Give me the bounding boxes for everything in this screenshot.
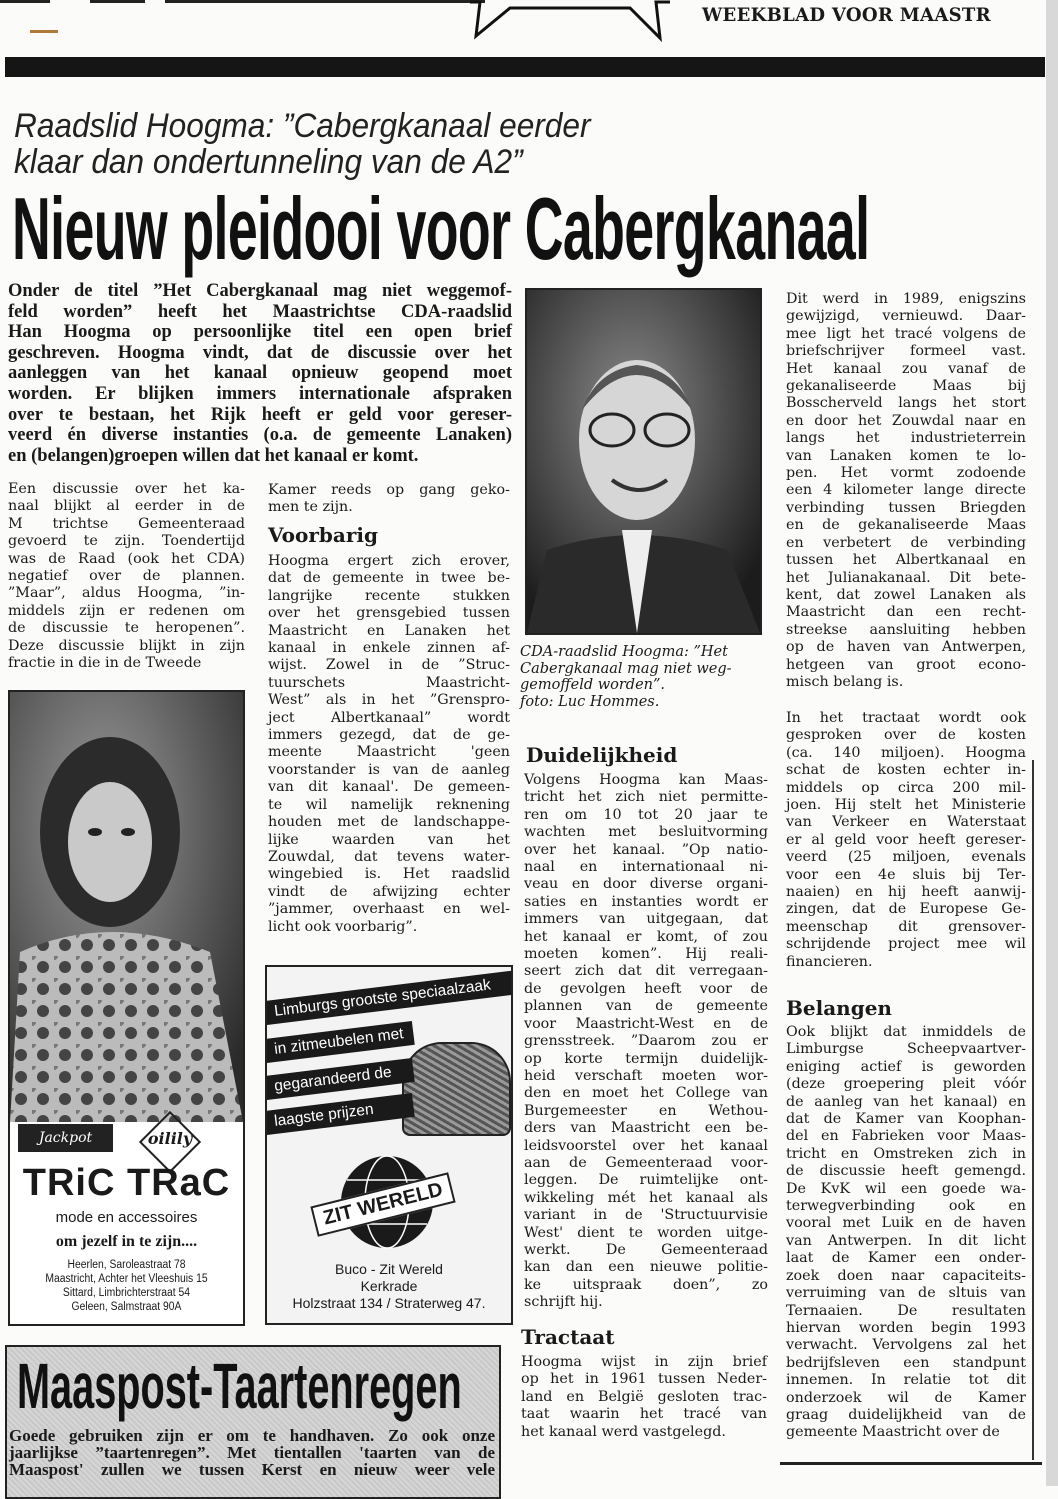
text-line: langs het industrieterrein (786, 430, 1026, 447)
text-line: houden met de landschappe- (268, 814, 510, 831)
jackpot-logo: Jackpot (18, 1124, 113, 1152)
text-line: De KvK wil een goede wa- (786, 1180, 1026, 1197)
text-line: zoek doen naar capaciteits- (786, 1267, 1026, 1284)
subheading-duidelijkheid: Duidelijkheid (526, 743, 678, 767)
zitwereld-logo: ZIT WERELD (310, 1172, 455, 1236)
text-line: Han Hoogma op persoonlijke titel een open brief (8, 322, 512, 343)
ad-band: laagste prijzen (265, 1093, 415, 1136)
text-line: Een discussie over het ka- (8, 481, 245, 497)
header-rule (90, 0, 145, 3)
advertisement-zitwereld (265, 965, 513, 1325)
text-line: Maastricht dan een recht- (786, 604, 1026, 621)
text-line: feld worden” heeft het Maastrichtse CDA-raadslid (8, 301, 512, 322)
text-line: vooral met Luik en de haven (786, 1215, 1026, 1232)
text-line: jaarlijkse ”taartenregen”. Met tientallen 'taarten van de (9, 1443, 495, 1462)
text-line: Volgens Hoogma kan Maas- (524, 772, 768, 788)
zitwereld-contact (267, 1261, 511, 1312)
column-divider (1032, 760, 1034, 1460)
text-line: financieren. (786, 953, 873, 970)
article-paragraph (524, 772, 768, 1312)
text-line: men te zijn. (268, 499, 353, 516)
store-address: Maastricht, Achter het Vleeshuis 15 (45, 1273, 208, 1285)
text-line: voor een 4e sluis bij Ter- (786, 866, 1026, 883)
text-line: wachten met besluitvorming (524, 824, 768, 841)
text-line: Cabergkanaal mag niet weg- (520, 660, 732, 677)
text-line: pen. Het vormt zodoende (786, 465, 1026, 482)
article-headline: Nieuw pleidooi voor Cabergkanaal (12, 179, 870, 278)
text-line: middels zijn er redenen om (8, 602, 245, 619)
article-paragraph (268, 553, 510, 936)
text-line: West' dient te worden uitge- (524, 1224, 768, 1241)
text-line: schat de kosten echter in- (786, 762, 1026, 779)
text-line: schrijdende project mee wil (786, 936, 1026, 953)
subheading-voorbarig: Voorbarig (268, 523, 378, 547)
text-line: bedrijfsleven een standpunt (786, 1354, 1026, 1371)
text-line: Zouwdal, dat tevens water- (268, 848, 510, 865)
text-line: gekanaliseerde Maas bij (786, 378, 1026, 395)
text-line: lijke waarden van het (268, 831, 510, 848)
text-line: laat de Kamer een onder- (786, 1250, 1026, 1267)
article-intro (8, 281, 512, 466)
text-line: de aanleg van het kanaal) en (786, 1093, 1026, 1110)
text-line: M trichtse Gemeenteraad (8, 515, 245, 532)
masthead-title: WEEKBLAD VOOR MAASTR (702, 4, 991, 26)
advertisement-trictrac (8, 690, 245, 1326)
subheading-belangen: Belangen (786, 996, 892, 1020)
text-line: taat waarin het tracé van (521, 1406, 767, 1423)
text-line: streekse aansluiting hebben (786, 621, 1026, 638)
ad-band: Limburgs grootste speciaalzaak (265, 968, 513, 1025)
text-line: negatief over de plannen. (8, 568, 245, 585)
text-line: del en Fabrieken voor Maas- (786, 1128, 1026, 1145)
text-line: den en moet het College van (524, 1085, 768, 1102)
text-line: Hoogma wijst in zijn brief (521, 1354, 767, 1370)
text-line: joen. Hij stelt het Ministerie (786, 797, 1026, 814)
ad-band: in zitmeubelen met (265, 1021, 415, 1064)
text-line: wikkeling mét het kanaal als (524, 1189, 768, 1206)
text-line: en verbetert de verbinding (786, 534, 1026, 551)
text-line: seert zich dat dit verregaan- (524, 963, 768, 980)
text-line: graag duidelijkheid van de (786, 1406, 1026, 1423)
maaspost-taartenregen-box (5, 1345, 501, 1499)
text-line: West” als in het ”Grenspro- (268, 692, 510, 709)
text-line: op de haven van Antwerpen, (786, 639, 1026, 656)
text-line: variant in de 'Structuurvisie (524, 1207, 768, 1224)
text-line: foto: Luc Hommes. (520, 693, 660, 710)
trictrac-slogan: om jezelf in te zijn.... (55, 1233, 198, 1250)
text-line: wingebied is. Het raadslid (268, 866, 510, 883)
text-line: Burgemeester en Wethou- (524, 1102, 768, 1119)
armchair-image (402, 1042, 511, 1136)
store-address: Sittard, Limbrichterstraat 54 (62, 1287, 191, 1299)
text-line: een 4 kilometer lange directe (786, 482, 1026, 499)
text-line: kent, dat zowel Lanaken als (786, 586, 1026, 603)
article-paragraph (268, 482, 510, 517)
text-line: kanaal in enkele zinnen af- (268, 640, 510, 657)
text-line: van Verkeer en Waterstaat (786, 814, 1026, 831)
text-line: hiervan worden begin 1993 (786, 1319, 1026, 1336)
text-line: tuurschets Maastricht- (268, 674, 510, 691)
text-line: meente Maastricht 'geen (268, 744, 510, 761)
text-line: Goede gebruiken zijn er om te handhaven. Zo ook onze (9, 1426, 495, 1445)
text-line: en door het Zouwdal naar en (786, 412, 1026, 429)
text-line: ren om 10 tot 20 jaar te (524, 806, 768, 823)
text-line: gesproken over de kosten (786, 727, 1026, 744)
article-paragraph (8, 481, 245, 672)
text-line: geschreven. Hoogma vindt, dat de discussie over het (8, 342, 512, 363)
text-line: ”Maar”, aldus Hoogma, ”in- (8, 585, 245, 602)
text-line: veerd én diverse instanties (o.a. de gemeente Lanaken) (8, 425, 512, 446)
text-line: Limburgse Scheepvaartver- (786, 1041, 1026, 1058)
text-line: naal blijkt al eerder in de (8, 498, 245, 515)
text-line: aan de Gemeenteraad voor- (524, 1154, 768, 1171)
text-line: voor Maastricht-West en de (524, 1015, 768, 1032)
scan-edge (1046, 0, 1058, 1486)
text-line: te wil namelijk reknening (268, 796, 510, 813)
text-line: veerd (25 miljoen, evenals (786, 849, 1026, 866)
text-line: over het grensgebied tussen (268, 605, 510, 622)
fashion-model-photo (10, 692, 243, 1122)
text-line: (deze groepering pleit vóór (786, 1076, 1026, 1093)
article-paragraph (786, 710, 1026, 971)
text-line: immers van uitgegaan, dat (524, 911, 768, 928)
article-paragraph (521, 1354, 767, 1441)
text-line: het Julianakanaal. Dit bete- (786, 569, 1026, 586)
trictrac-brand: TRiC TRaC (22, 1162, 231, 1204)
text-line: de discussie heeft gemengd. (786, 1163, 1026, 1180)
header-rule (165, 0, 485, 3)
star-logo-icon (470, 0, 670, 45)
text-line: de gevolgen heeft voor de (524, 980, 768, 997)
text-line: tricht het zich niet permitte- (524, 789, 768, 806)
text-line: fractie in die in de Tweede (8, 655, 202, 672)
text-line: er al geld voor heeft gereser- (786, 831, 1026, 848)
photo-caption (520, 644, 760, 710)
text-line: kan dan een nieuwe politie- (524, 1259, 768, 1276)
text-line: ders van Maastricht een be- (524, 1120, 768, 1137)
text-line: heid verschaft moeten wor- (524, 1067, 768, 1084)
text-line: (ca. 140 miljoen). Hoogma (786, 744, 1026, 761)
text-line: terwegverbinding ook en (786, 1198, 1026, 1215)
store-address: Heerlen, Saroleastraat 78 (67, 1259, 186, 1271)
text-line: Hoogma ergert zich erover, (268, 553, 510, 569)
text-line: zingen, dat de Europese Ge- (786, 901, 1026, 918)
text-line: mee ligt het tracé volgens de (786, 325, 1026, 342)
text-line: CDA-raadslid Hoogma: ”Het (520, 644, 728, 660)
store-address: Geleen, Salmstraat 90A (71, 1301, 182, 1313)
text-line: was de Raad (ook het CDA) (8, 550, 245, 567)
text-line: Het kanaal zou vanaf de (786, 360, 1026, 377)
text-line: over te bestaan, het Rijk heeft er geld voor gereser- (8, 404, 512, 425)
text-line: dat de Kamer van Koophan- (786, 1111, 1026, 1128)
text-line: worden. Er blijken immers internationale afspraken (8, 383, 512, 404)
text-line: verbinding tussen Briegden (786, 499, 1026, 516)
text-line: leidsvoorstel over het kanaal (524, 1137, 768, 1154)
article-kicker (14, 108, 591, 180)
text-line: innemen. In relatie tot dit (786, 1372, 1026, 1389)
text-line: voorstander is van de aanleg (268, 761, 510, 778)
text-line: gevoerd te zijn. Toendertijd (8, 533, 245, 550)
text-line: plannen van de gemeente (524, 998, 768, 1015)
text-line: gemoffeld worden”. (520, 677, 666, 694)
text-line: misch belang is. (786, 673, 904, 690)
text-line: Ook blijkt dat inmiddels de (786, 1024, 1026, 1040)
trictrac-addresses (22, 1258, 232, 1314)
ad-band: gegarandeerd de (265, 1058, 415, 1101)
text-line: Bosscherveld langs het stort (786, 395, 1026, 412)
text-line: verruiming van de sltuis van (786, 1285, 1026, 1302)
text-line: het kanaal werd vastgelegd. (521, 1423, 726, 1440)
text-line: moeten komen”. Hij reali- (524, 946, 768, 963)
text-line: de discussie te heropenen”. (8, 620, 245, 637)
text-line: Maaspost' zullen we tussen Kerst en nieuw weer vele (9, 1460, 495, 1479)
text-line: Dit werd in 1989, enigszins (786, 291, 1026, 307)
text-line: langrijke recente stukken (268, 587, 510, 604)
text-line: op korte termijn duidelijk- (524, 1050, 768, 1067)
text-line: over het kanaal. ”Op natio- (524, 841, 768, 858)
store-address: Holzstraat 134 / Straterweg 47. (292, 1295, 486, 1311)
text-line: In het tractaat wordt ook (786, 710, 1026, 726)
text-line: van dit kanaal'. De gemeen- (268, 779, 510, 796)
article-paragraph (786, 291, 1026, 691)
text-line: Deze discussie blijkt in zijn (8, 637, 245, 654)
text-line: onderzoek wil de Kamer (786, 1389, 1026, 1406)
text-line: ”jammer, overhaast en wel- (268, 901, 510, 918)
maaspost-title: Maaspost-Taartenregen (17, 1350, 462, 1422)
text-line: schrijft hij. (524, 1294, 603, 1311)
text-line: verwacht. Vervolgens zal het (786, 1337, 1026, 1354)
maaspost-body (9, 1427, 495, 1478)
kicker-line: Raadslid Hoogma: ”Cabergkanaal eerder (14, 107, 591, 145)
text-line: leggen. De ruimtelijke ont- (524, 1172, 768, 1189)
article-paragraph (786, 1024, 1026, 1442)
text-line: van Lanaken komen te lo- (786, 447, 1026, 464)
text-line: licht ook voorbarig”. (268, 918, 418, 935)
trictrac-tagline: mode en accessoires (55, 1209, 198, 1226)
text-line: grensstreek. ”Daarom zou er (524, 1033, 768, 1050)
text-line: veau en door diverse organi- (524, 876, 768, 893)
text-line: ject Albertkanaal” wordt (268, 709, 510, 726)
text-line: het kanaal er komt, of zou (524, 928, 768, 945)
text-line: en (belangen)groepen willen dat het kanaal er komt. (8, 445, 419, 466)
text-line: Maastricht en Lanaken het (268, 622, 510, 639)
text-line: land en België gesloten trac- (521, 1388, 767, 1405)
text-line: saties en instanties wordt er (524, 893, 768, 910)
text-line: middels op circa 200 mil- (786, 779, 1026, 796)
portrait-photo-hoogma (525, 288, 762, 635)
text-line: en de gekanaliseerde Maas (786, 517, 1026, 534)
text-line: eniging actief is geworden (786, 1058, 1026, 1075)
store-name: Buco - Zit Wereld (335, 1261, 443, 1277)
bottom-rule (780, 1462, 1042, 1465)
store-city: Kerkrade (360, 1278, 418, 1294)
text-line: Onder de titel ”Het Cabergkanaal mag niet weggemof- (8, 281, 512, 301)
subheading-tractaat: Tractaat (521, 1325, 615, 1349)
kicker-line: klaar dan ondertunneling van de A2” (14, 143, 523, 181)
text-line: tricht en Omstreken zich in (786, 1145, 1026, 1162)
text-line: wijst. Zowel in de ”Struc- (268, 657, 510, 674)
text-line: ke uitspraak doen”, zo (524, 1276, 768, 1293)
text-line: gewijzigd, vernieuwd. Daar- (786, 308, 1026, 325)
text-line: aanleggen van het kanaal opnieuw geopend moet (8, 363, 512, 384)
oilily-logo: oilily (147, 1129, 193, 1148)
scan-mark (30, 30, 58, 33)
text-line: tussen het Albertkanaal en (786, 552, 1026, 569)
text-line: gemeente Maastricht over de (786, 1424, 1000, 1441)
header-bar (5, 57, 1045, 77)
text-line: briefschrijver formeel vast. (786, 343, 1026, 360)
text-line: hetgeen van groot econo- (786, 656, 1026, 673)
text-line: immers gezegd, dat de ge- (268, 727, 510, 744)
text-line: naal en internationaal ni- (524, 859, 768, 876)
text-line: dat de gemeente in twee be- (268, 570, 510, 587)
text-line: vindt de afwijzing echter (268, 883, 510, 900)
text-line: van Antwerpen. In dit licht (786, 1232, 1026, 1249)
text-line: Ternaaien. De resultaten (786, 1302, 1026, 1319)
portrait-image (527, 290, 760, 633)
text-line: op het in 1961 tussen Neder- (521, 1371, 767, 1388)
text-line: naaien) en hij heeft aanwij- (786, 884, 1026, 901)
text-line: meenschap dit grensover- (786, 918, 1026, 935)
text-line: Kamer reeds op gang geko- (268, 482, 510, 498)
text-line: werkt. De Gemeenteraad (524, 1241, 768, 1258)
header-rule (0, 0, 50, 3)
